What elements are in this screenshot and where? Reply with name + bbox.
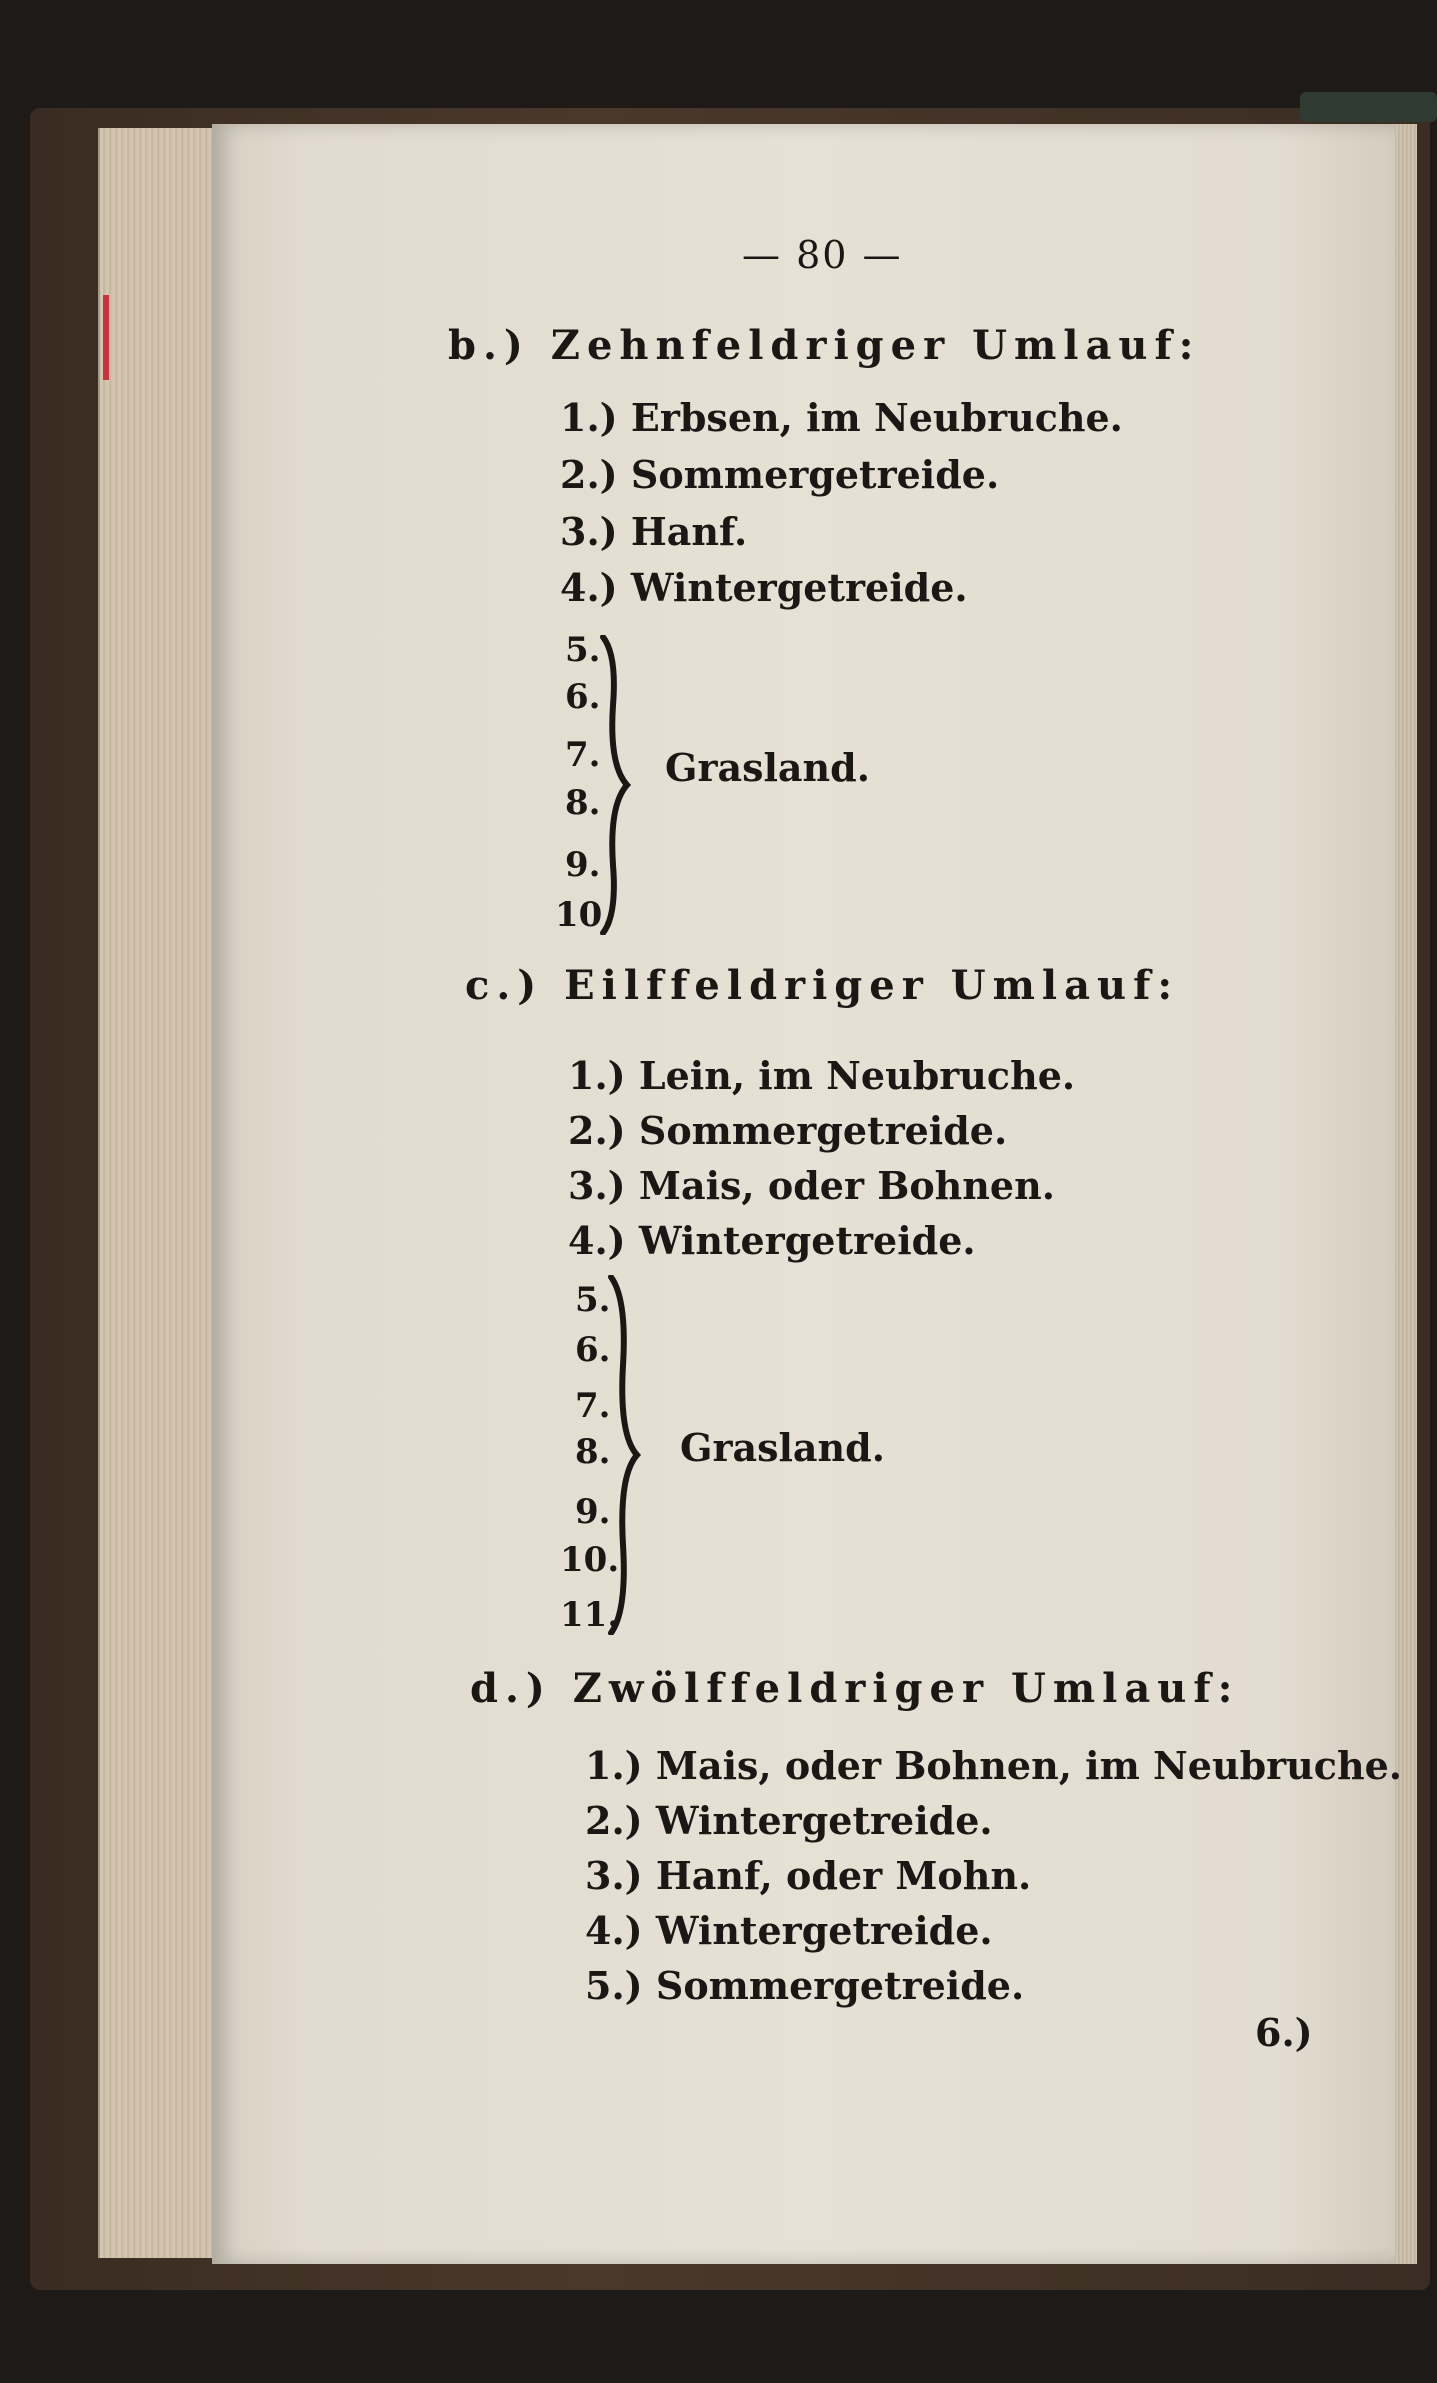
section-b-grass-num-10: 10. xyxy=(555,895,615,935)
section-c-grass-num-7: 7. xyxy=(575,1386,611,1426)
section-d-item-1: 1.) Mais, oder Bohnen, im Neubruche. xyxy=(585,1743,1402,1788)
section-c-heading: c.) Eilffeldriger Umlauf: xyxy=(465,962,1180,1009)
page-number: — 80 — xyxy=(742,233,903,277)
cover-corner xyxy=(1300,92,1437,122)
section-b-heading: b.) Zehnfeldriger Umlauf: xyxy=(448,322,1201,369)
section-b-item-3: 3.) Hanf. xyxy=(560,509,748,554)
section-c-brace xyxy=(605,1275,645,1635)
section-c-grass-num-11: 11. xyxy=(560,1595,620,1635)
bookmark-mark xyxy=(103,295,109,380)
section-b-item-1: 1.) Erbsen, im Neubruche. xyxy=(560,395,1123,440)
section-b-grass-num-8: 8. xyxy=(565,783,601,823)
section-c-grass-num-9: 9. xyxy=(575,1492,611,1532)
section-d-item-5: 5.) Sommergetreide. xyxy=(585,1963,1025,2008)
section-b-grass-num-7: 7. xyxy=(565,735,601,775)
section-c-grass-num-8: 8. xyxy=(575,1432,611,1472)
section-c-grass-label: Grasland. xyxy=(680,1425,885,1470)
section-d-item-4: 4.) Wintergetreide. xyxy=(585,1908,993,1953)
section-d-item-2: 2.) Wintergetreide. xyxy=(585,1798,993,1843)
section-b-grass-num-9: 9. xyxy=(565,845,601,885)
page-right-edge xyxy=(1395,124,1417,2264)
section-b-item-4: 4.) Wintergetreide. xyxy=(560,565,968,610)
section-c-item-2: 2.) Sommergetreide. xyxy=(568,1108,1008,1153)
section-c-grass-num-6: 6. xyxy=(575,1330,611,1370)
section-b-grass-label: Grasland. xyxy=(665,745,870,790)
section-c-item-4: 4.) Wintergetreide. xyxy=(568,1218,976,1263)
section-c-grass-num-10: 10. xyxy=(560,1540,620,1580)
section-c-item-3: 3.) Mais, oder Bohnen. xyxy=(568,1163,1055,1208)
section-d-heading: d.) Zwölffeldriger Umlauf: xyxy=(470,1665,1240,1712)
section-b-grass-num-5: 5. xyxy=(565,630,601,670)
section-b-grass-num-6: 6. xyxy=(565,677,601,717)
section-c-item-1: 1.) Lein, im Neubruche. xyxy=(568,1053,1076,1098)
section-c-grass-num-5: 5. xyxy=(575,1280,611,1320)
section-b-brace xyxy=(595,635,635,935)
catchword: 6.) xyxy=(1255,2010,1313,2055)
section-b-item-2: 2.) Sommergetreide. xyxy=(560,452,1000,497)
section-d-item-3: 3.) Hanf, oder Mohn. xyxy=(585,1853,1032,1898)
page-edges xyxy=(98,128,218,2258)
